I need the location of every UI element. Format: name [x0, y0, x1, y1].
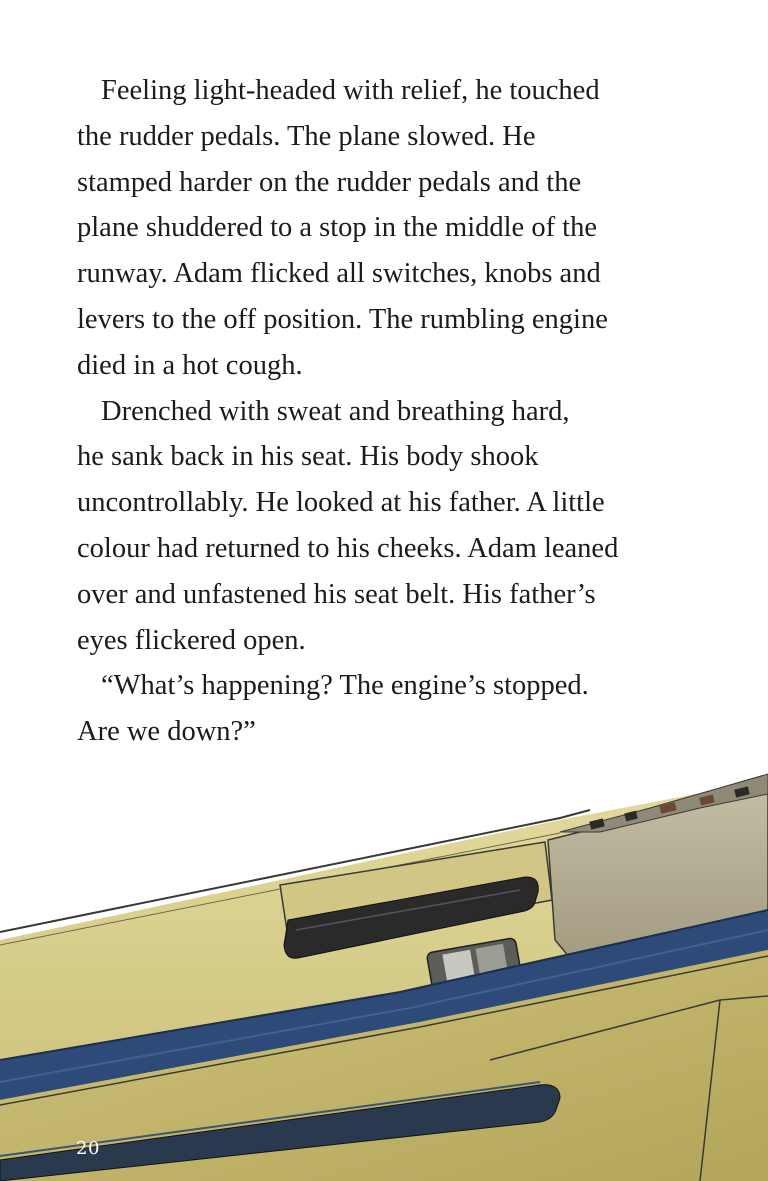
text-line: levers to the off position. The rumbling engine [77, 303, 608, 335]
text-line: Drenched with sweat and breathing hard, [101, 395, 570, 427]
text-line: the rudder pedals. The plane slowed. He [77, 120, 536, 152]
page-number: 20 [76, 1138, 100, 1159]
paragraph [77, 389, 717, 664]
story-text [77, 68, 717, 755]
text-line: he sank back in his seat. His body shook [77, 441, 539, 473]
text-line: over and unfastened his seat belt. His father’s [77, 578, 596, 610]
text-line: colour had returned to his cheeks. Adam leaned [77, 532, 619, 564]
paragraph [77, 68, 717, 389]
text-line: runway. Adam flicked all switches, knobs and [77, 258, 601, 290]
text-line: Are we down?” [77, 716, 256, 748]
paragraph [77, 663, 717, 755]
text-line: stamped harder on the rudder pedals and the [77, 166, 582, 198]
text-line: “What’s happening? The engine’s stopped. [101, 670, 589, 702]
text-line: plane shuddered to a stop in the middle of the [77, 212, 597, 244]
text-line: died in a hot cough. [77, 349, 303, 381]
cockpit-door-illustration [0, 760, 768, 1181]
text-line: Feeling light-headed with relief, he touched [101, 75, 600, 106]
text-line: uncontrollably. He looked at his father. A little [77, 487, 605, 519]
text-line: eyes flickered open. [77, 624, 306, 656]
